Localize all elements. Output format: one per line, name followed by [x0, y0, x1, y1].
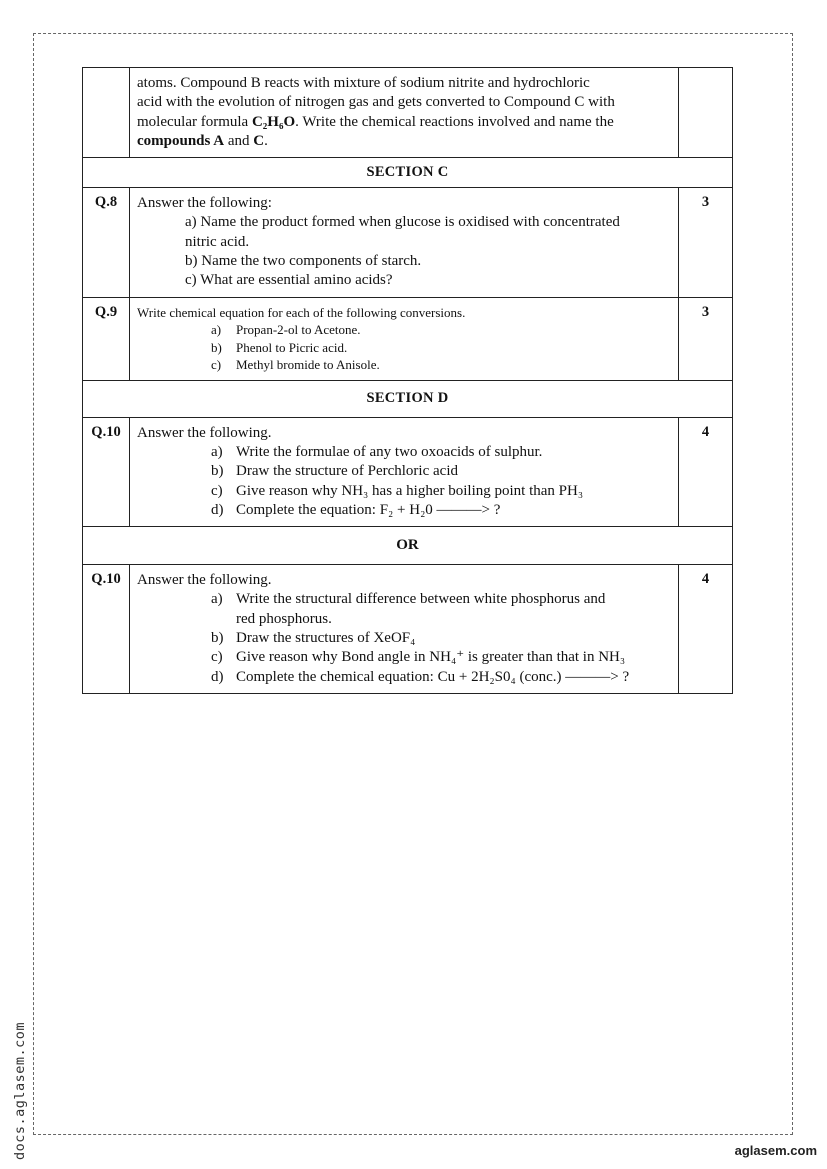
section-c-heading: SECTION C	[83, 158, 733, 188]
section-header-row	[83, 158, 733, 188]
list-item: d) Complete the equation: F₂ + H₂0 ———> ?	[211, 501, 501, 518]
marks-cell	[679, 68, 733, 158]
question-table	[82, 67, 733, 694]
marks: 4	[679, 565, 733, 694]
question-number: Q.10	[83, 417, 130, 526]
question-number-cell	[83, 68, 130, 158]
list-item: a) Write the structural difference between white phosphorus and	[211, 591, 606, 608]
question-10-alt-text: Answer the following. a) Write the structural difference between white phosphorus and red phosphorus. b) Draw the structures of XeOF₄ c) Give reason why Bond angle in NH₄⁺ is greater than that in NH₃ d) Complete the chemical equation: Cu + 2H₂S0₄ (conc.) ———> ?	[130, 565, 679, 694]
list-item: b) Draw the structure of Perchloric acid	[211, 463, 458, 480]
list-item: c) Methyl bromide to Anisole.	[211, 357, 380, 373]
question-number: Q.8	[83, 188, 130, 297]
list-item: d) Complete the chemical equation: Cu + 2H₂S0₄ (conc.) ———> ?	[211, 668, 630, 685]
section-d-heading: SECTION D	[83, 380, 733, 417]
table-row	[83, 188, 733, 297]
list-item: b) Phenol to Picric acid.	[211, 339, 348, 355]
question-8-text: Answer the following: a) Name the product formed when glucose is oxidised with concentrated nitric acid. b) Name the two components of starch. c) What are essential amino acids?	[130, 188, 679, 297]
list-item: c) Give reason why Bond angle in NH₄⁺ is greater than that in NH₃	[211, 649, 626, 666]
marks: 3	[679, 297, 733, 380]
question-10-text: Answer the following. a) Write the formulae of any two oxoacids of sulphur. b) Draw the structure of Perchloric acid c) Give reason why NH₃ has a higher boiling point than PH₃ d) Complete the equation: F₂ + H₂0 ———> ?	[130, 417, 679, 526]
table-row	[83, 565, 733, 694]
footer-brand: aglasem.com	[734, 1143, 817, 1158]
table-row	[83, 68, 733, 158]
list-item: b) Draw the structures of XeOF₄	[211, 630, 416, 647]
or-separator: OR	[83, 527, 733, 565]
list-item: a) Write the formulae of any two oxoacids of sulphur.	[211, 443, 543, 460]
table-row	[83, 297, 733, 380]
list-item-continuation: red phosphorus.	[236, 610, 332, 627]
section-header-row	[83, 380, 733, 417]
list-item: a) Propan-2-ol to Acetone.	[211, 322, 361, 338]
question-7-continuation: atoms. Compound B reacts with mixture of sodium nitrite and hydrochloric acid with the evolution of nitrogen gas and gets converted to Compound C with molecular formula C₂H₆O. Write the chemical reactions involved and name the compounds A and C.	[130, 68, 679, 158]
list-item: c) Give reason why NH₃ has a higher boiling point than PH₃	[211, 482, 584, 499]
side-watermark: docs.aglasem.com	[12, 1021, 28, 1160]
question-number: Q.10	[83, 565, 130, 694]
marks: 3	[679, 188, 733, 297]
question-number: Q.9	[83, 297, 130, 380]
question-9-text: Write chemical equation for each of the following conversions. a) Propan-2-ol to Acetone. b) Phenol to Picric acid. c) Methyl bromide to Anisole.	[130, 297, 679, 380]
formula: C₂H₆O	[251, 113, 296, 130]
or-row	[83, 527, 733, 565]
marks: 4	[679, 417, 733, 526]
table-row	[83, 417, 733, 526]
